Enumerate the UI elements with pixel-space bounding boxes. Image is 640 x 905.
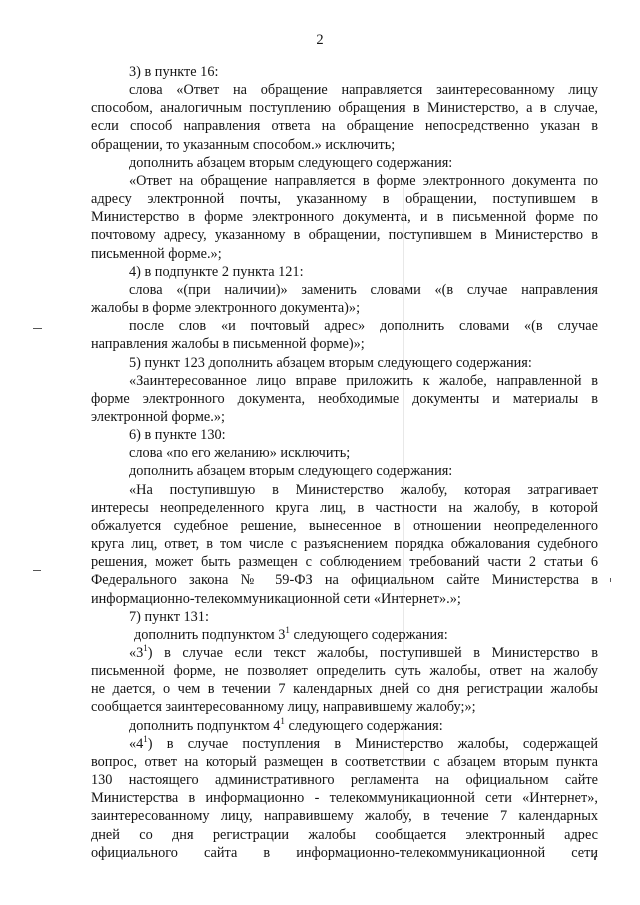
text-line: 130 настоящего административного регламента на официальном сайте — [91, 772, 598, 789]
text-line: Федерального закона № 59-ФЗ на официальном сайте Министерства в — [91, 572, 598, 589]
text-line: «$4^1$) в случае поступления в Министерство жалобы, содержащей — [129, 734, 598, 752]
text-line: 4) в подпункте 2 пункта 121: — [129, 263, 304, 280]
text-line: не дается, о чем в течении 7 календарных дней со дня регистрации жалобы — [91, 681, 598, 698]
text-line: 5) пункт 123 дополнить абзацем вторым следующего содержания: — [129, 354, 532, 371]
text-line: вопрос, ответ на который размещен в соответствии с абзацем вторым пункта — [91, 753, 598, 770]
text-line: Министерство в форме электронного документа, и в письменной форме по — [91, 209, 598, 226]
scan-speck — [610, 578, 611, 582]
margin-mark — [33, 570, 41, 571]
text-line: «$3^1$) в случае если текст жалобы, поступившей в Министерство в — [129, 643, 598, 661]
text-line: если способ направления ответа на обращение непосредственно указан в — [91, 118, 598, 135]
document-body — [91, 63, 598, 862]
text-line: слова «Ответ на обращение направляется заинтересованному лицу — [129, 82, 598, 99]
text-line: адресу электронной почты, указанному в обращении, поступившем в — [91, 191, 598, 208]
text-line: обжалуется судебное решение, вынесенное в отношении неопределенного — [91, 517, 598, 534]
text-line: Министерства в информационно - телекоммуникационной сети «Интернет», — [91, 790, 598, 807]
page-number: 2 — [316, 32, 324, 48]
text-line: обращении, то указанным способом.» исключить; — [91, 136, 396, 153]
text-line: официального сайта в информационно-телекоммуникационной сети — [91, 844, 598, 861]
text-line: круга лиц, ответ, в том числе с разъяснением порядка обжалования судебного — [91, 536, 598, 553]
text-line: способом, аналогичным поступлению обращения в Министерство, а в случае, — [91, 100, 598, 117]
margin-mark — [33, 328, 42, 329]
text-line: дополнить абзацем вторым следующего содержания: — [129, 154, 453, 171]
text-line: интересы неопределенного круга лиц, в частности на жалобу, в которой — [91, 499, 598, 516]
text-line: дней со дня регистрации жалобы сообщается электронный адрес — [91, 826, 598, 843]
text-line: 3) в пункте 16: — [129, 64, 219, 80]
text-line: письменной форме.»; — [91, 245, 222, 262]
text-line: дополнить подпунктом $4^1$ следующего содержания: — [129, 715, 443, 734]
text-line: «Заинтересованное лицо вправе приложить к жалобе, направленной в — [129, 372, 598, 389]
text-line: решения, может быть размещен с соблюдением требований части 2 статьи 6 — [91, 554, 598, 571]
text-line: форме электронного документа, необходимые документы и материалы в — [91, 390, 598, 407]
text-line: слова «(при наличии)» заменить словами «(в случае направления — [129, 281, 598, 298]
text-line: почтовому адресу, указанному в обращении, поступившем в Министерство в — [91, 227, 598, 244]
text-line: электронной форме.»; — [91, 408, 225, 425]
text-line: 6) в пункте 130: — [129, 427, 226, 444]
text-line: информационно-телекоммуникационной сети «Интернет».»; — [91, 590, 461, 607]
text-line: заинтересованному лицу, направившему жалобу, в течение 7 календарных — [91, 808, 598, 825]
text-line: направления жалобы в письменной форме)»; — [91, 336, 365, 353]
text-line: сообщается заинтересованному лицу, направившему жалобу;»; — [91, 699, 476, 716]
text-line: дополнить абзацем вторым следующего содержания: — [129, 463, 453, 480]
text-line: жалобы в форме электронного документа)»; — [91, 300, 361, 317]
text-line: письменной форме, не позволяет определить суть жалобы, ответ на жалобу — [91, 663, 598, 680]
text-line: 7) пункт 131: — [129, 608, 209, 625]
text-line: после слов «и почтовый адрес» дополнить словами «(в случае — [129, 318, 598, 335]
text-line: слова «по его желанию» исключить; — [129, 445, 351, 462]
text-line: «Ответ на обращение направляется в форме электронного документа по — [129, 172, 598, 189]
text-line: дополнить подпунктом $3^1$ следующего содержания: — [134, 625, 448, 643]
text-line: «На поступившую в Министерство жалобу, которая затрагивает — [129, 481, 598, 498]
